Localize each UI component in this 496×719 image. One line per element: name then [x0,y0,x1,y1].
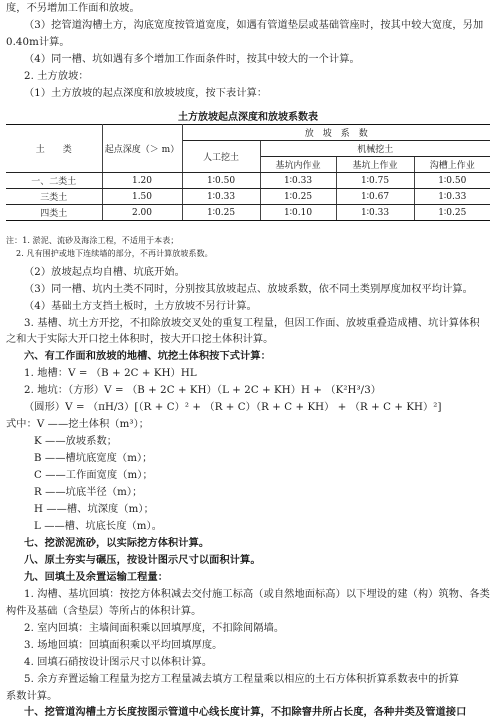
text-line: 2. 土方放坡： [24,71,89,82]
section-heading: 六、有工作面和放坡的地槽、坑挖土体积按下式计算： [24,350,271,362]
table-cell: 1∶0.33 [336,205,414,221]
table-row [6,205,490,221]
text-line: （2）放坡起点均自槽、坑底开始。 [24,267,185,278]
header-pit-top: 基坑上作业 [336,157,414,173]
header-soil-type: 土 类 [6,125,102,173]
legend-line: H ——槽、坑深度（m）； [34,504,154,515]
table-note: 2. 凡有围护或地下连续墙的部分，不再计算放坡系数。 [16,249,213,258]
section-heading: 十、挖管道沟槽土方长度按图示管道中心线长度计算，不扣除窨井所占长度，各种井类及管道接口 [24,706,467,718]
legend-line: L ——槽、坑底长度（m）。 [34,521,163,532]
section-heading: 九、回填土及余置运输工程量： [24,571,169,583]
table-cell: 1∶0.25 [260,189,336,205]
text-line: （1）土方放坡的起点深度和放坡坡度，按下表计算： [24,88,268,99]
formula-line: 1. 地槽：V = （B + 2C + KH）HL [24,368,197,379]
table-cell: 1∶0.33 [182,189,260,205]
table-cell: 1∶0.67 [336,189,414,205]
text-line: （3）同一槽、坑内土类不同时，分别按其放坡起点、放坡系数，依不同土类别厚度加权平均计算。 [24,284,473,295]
text-line: （4）同一槽、坑如遇有多个增加工作面条件时，按其中较大的一个计算。 [24,54,360,65]
formula-line: （圆形）V = （πH/3）[（R + C）² + （R + C）（R + C + KH） + （R + C + KH）²] [24,402,442,413]
legend-line: K ——放坡系数； [34,436,118,447]
table-cell: 1.50 [102,189,182,205]
text-line: 度，不另增加工作面和放坡。 [6,3,140,14]
table-row [6,173,490,189]
header-machine-excavation: 机械挖土 [260,141,490,157]
table-cell: 1∶0.75 [336,173,414,189]
table-cell: 四类土 [6,205,102,221]
table-note: 注：1. 淤泥、流砂及海涂工程，不适用于本表； [6,236,179,245]
table-cell: 三类土 [6,189,102,205]
formula-line: 2. 地坑：（方形）V = （B + 2C + KH）（L + 2C + KH）H + （K²H³/3） [24,385,382,396]
table-cell: 1∶0.33 [414,189,490,205]
header-trench-top: 沟槽上作业 [414,157,490,173]
section-heading: 八、原土夯实与碾压，按设计图示尺寸以面积计算。 [24,554,261,566]
table-cell: 1∶0.10 [260,205,336,221]
text-line: 2. 室内回填：主墙间面积乘以回填厚度，不扣除间隔墙。 [24,623,285,634]
table-title: 土方放坡起点深度和放坡系数表 [178,112,318,123]
legend-line: 式中：V ——挖土体积（m³）； [6,419,150,430]
legend-line: C ——工作面宽度（m）； [34,470,153,481]
slope-coefficient-table [6,124,490,221]
header-manual-excavation: 人工挖土 [182,141,260,173]
text-line: （3）挖管道沟槽土方，沟底宽度按管道宽度，如遇有管道垫层或基础管座时，按其中较大宽度，另加 [24,20,484,31]
legend-line: B ——槽坑底宽度（m）； [34,453,153,464]
text-line: （4）基础土方支挡土板时，土方放坡不另行计算。 [24,301,257,312]
text-line: 0.40m计算。 [6,37,70,48]
text-line: 构件及基础（含垫层）等所占的体积计算。 [6,606,202,617]
table-cell: 1.20 [102,173,182,189]
text-line: 3. 场地回填：回填面积乘以平均回填厚度。 [24,640,223,651]
header-start-depth: 起点深度（＞ m） [102,125,182,173]
table-cell: 1∶0.25 [182,205,260,221]
header-slope-coefficient: 放 坡 系 数 [182,125,490,141]
table-cell: 1∶0.50 [414,173,490,189]
table-cell: 一、二类土 [6,173,102,189]
text-line: 之和大于实际大开口挖土体积时，按大开口挖土体积计算。 [6,334,274,345]
text-line: 1. 沟槽、基坑回填：按挖方体积减去交付施工标高（或自然地面标高）以下埋设的建（构）筑物、各类 [24,589,490,600]
section-heading: 七、挖淤泥流砂，以实际挖方体积计算。 [24,537,210,549]
table-row [6,189,490,205]
table-cell: 1∶0.33 [260,173,336,189]
text-line: 系数计算。 [6,691,58,702]
table-cell: 1∶0.25 [414,205,490,221]
legend-line: R ——坑底半径（m）； [34,487,143,498]
text-line: 3. 基槽、坑土方开挖，不扣除放坡交叉处的重复工程量，但因工作面、放坡重叠造成槽、坑计算体积 [24,318,480,329]
header-pit-inside: 基坑内作业 [260,157,336,173]
table-cell: 2.00 [102,205,182,221]
text-line: 4. 回填石硝按设计图示尺寸以体积计算。 [24,657,213,668]
text-line: 5. 余方弃置运输工程量为挖方工程量减去填方工程量乘以相应的土石方体积折算系数表中的折算 [24,674,460,685]
table-cell: 1∶0.50 [182,173,260,189]
